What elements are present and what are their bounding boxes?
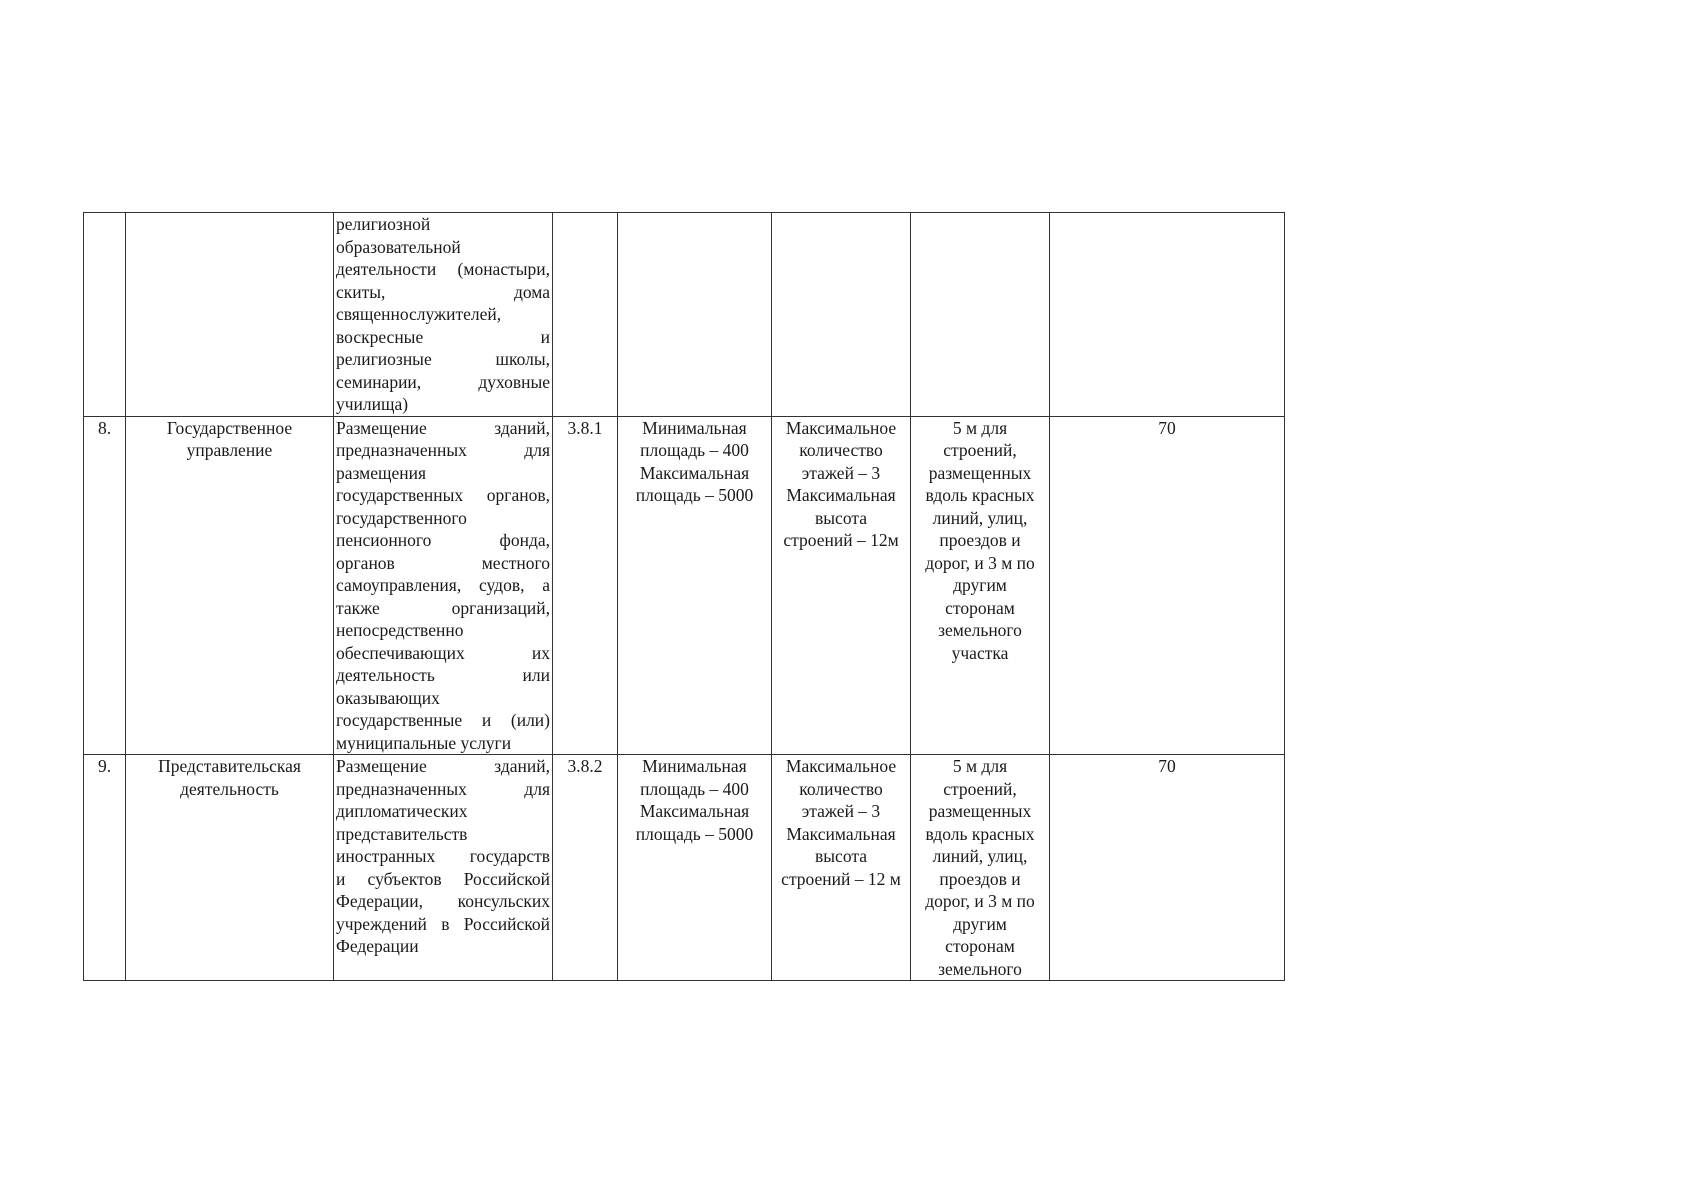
description-line: дипломатических (336, 801, 468, 821)
description-line: предназначенных для (336, 778, 550, 799)
cell-plot-area (618, 213, 772, 417)
cell-description (334, 416, 553, 755)
table-row (84, 755, 1285, 981)
description-line: деятельность или (336, 665, 550, 685)
description-line: также организаций, (336, 597, 550, 618)
cell-floors-height: Максимальное количество этажей – 3 Максимальная высота строений – 12м (772, 416, 911, 755)
description-line: Федерации (336, 936, 419, 956)
cell-code: 3.8.1 (553, 416, 618, 755)
cell-floors-height: Максимальное количество этажей – 3 Максимальная высота строений – 12 м (772, 755, 911, 981)
description-line: муниципальные услуги (336, 732, 512, 753)
cell-number: 9. (84, 755, 126, 981)
cell-use-name: Государственное управление (126, 416, 334, 755)
cell-coverage-percent: 70 (1050, 755, 1285, 981)
description-line: пенсионного фонда, (336, 530, 550, 550)
description-line: Размещение зданий, (336, 417, 550, 438)
cell-code: 3.8.2 (553, 755, 618, 981)
description-line: и субъектов Российской (336, 868, 550, 889)
description-line: религиозные школы, (336, 349, 550, 369)
description-line: деятельности (монастыри, (336, 259, 550, 279)
description-line: предназначенных для (336, 440, 550, 460)
description-line: семинарии, духовные (336, 371, 550, 392)
cell-floors-height (772, 213, 911, 417)
cell-setback (911, 213, 1050, 417)
cell-description (334, 213, 553, 417)
description-line: государственного (336, 507, 467, 528)
cell-plot-area: Минимальная площадь – 400 Максимальная площадь – 5000 (618, 755, 772, 981)
description-line: иностранных государств (336, 846, 550, 866)
description-line: государственных органов, (336, 485, 550, 505)
description-line: Федерации, консульских (336, 891, 550, 911)
description-line: религиозной (336, 214, 431, 234)
description-line: органов местного (336, 552, 550, 573)
description-line: представительств (336, 823, 468, 844)
table-row (84, 213, 1285, 417)
cell-code (553, 213, 618, 417)
cell-coverage-percent (1050, 213, 1285, 417)
cell-description (334, 755, 553, 981)
cell-use-name: Представительская деятельность (126, 755, 334, 981)
cell-number: 8. (84, 416, 126, 755)
land-use-table (83, 212, 1285, 981)
description-line: Размещение зданий, (336, 756, 550, 776)
cell-use-name (126, 213, 334, 417)
table-body (84, 213, 1285, 981)
cell-plot-area: Минимальная площадь – 400 Максимальная площадь – 5000 (618, 416, 772, 755)
description-line: обеспечивающих их (336, 642, 550, 663)
description-line: воскресные и (336, 326, 550, 347)
description-line: образовательной (336, 236, 461, 257)
description-line: училища) (336, 394, 409, 414)
description-line: священнослужителей, (336, 304, 502, 324)
description-line: непосредственно (336, 620, 464, 640)
description-line: размещения (336, 462, 427, 483)
table-row (84, 416, 1285, 755)
cell-number (84, 213, 126, 417)
cell-setback: 5 м для строений, размещенных вдоль красных линий, улиц, проездов и дорог, и 3 м по другим сторонам земельного участка (911, 416, 1050, 755)
cell-setback: 5 м для строений, размещенных вдоль красных линий, улиц, проездов и дорог, и 3 м по другим сторонам земельного (911, 755, 1050, 981)
description-line: государственные и (или) (336, 710, 550, 730)
description-line: учреждений в Российской (336, 913, 550, 934)
description-line: самоуправления, судов, а (336, 575, 550, 595)
description-line: оказывающих (336, 687, 440, 708)
description-line: скиты, дома (336, 281, 550, 302)
cell-coverage-percent: 70 (1050, 416, 1285, 755)
